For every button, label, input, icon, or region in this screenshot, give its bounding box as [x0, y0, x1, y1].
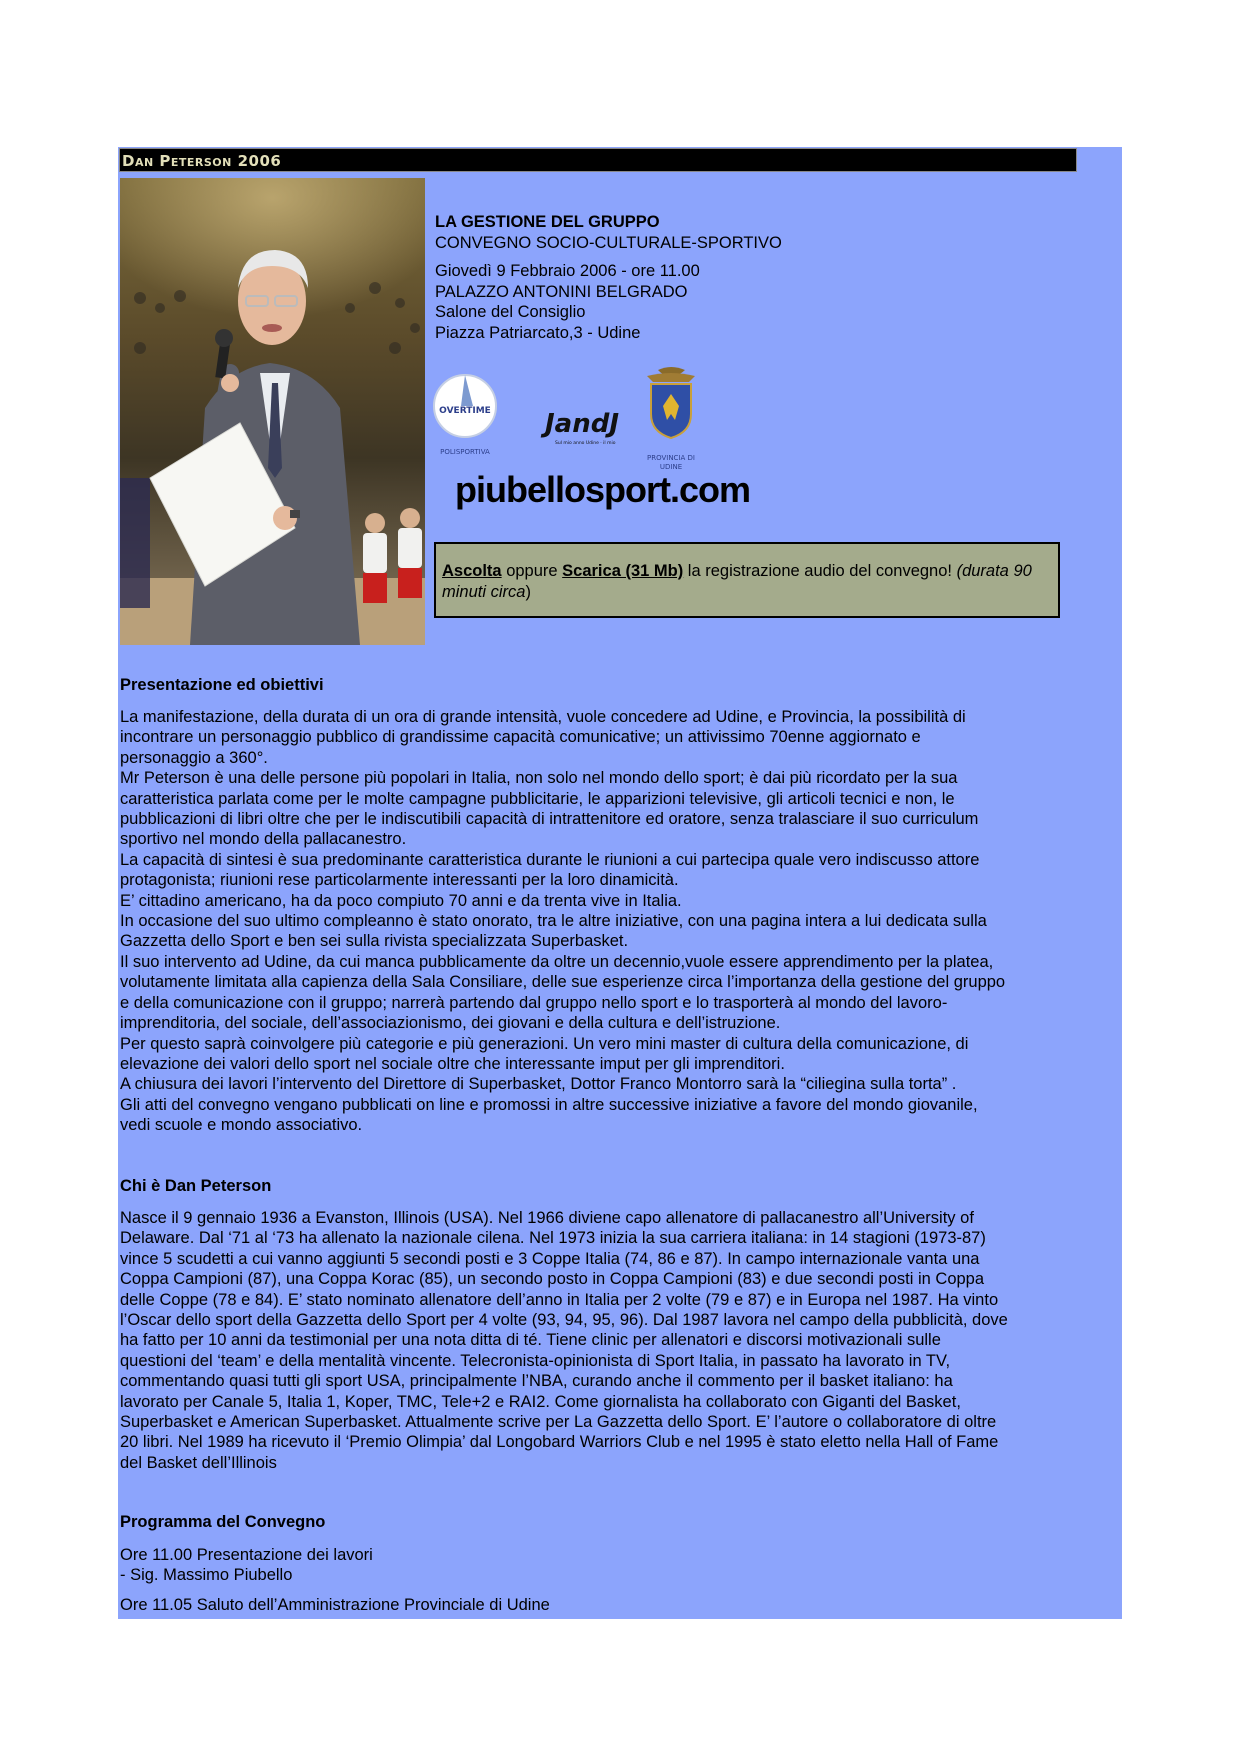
overtime-caption: POLISPORTIVA	[440, 448, 490, 456]
presentation-line: E’ cittadino americano, ha da poco compiuto 70 anni e da trenta vive in Italia.	[120, 891, 682, 910]
bio-line: lavorato per Canale 5, Italia 1, Koper, TMC, Tele+2 e RAI2. Come giornalista ha collaborato con Giganti del Basket,	[120, 1392, 961, 1411]
audio-after-text: la registrazione audio del convegno!	[683, 562, 957, 580]
sponsor-logos	[433, 366, 763, 516]
presentation-line: sportivo nel mondo della pallacanestro.	[120, 830, 407, 849]
bio-line: 20 libri. Nel 1989 ha ricevuto il ‘Premio Olimpia’ dal Longobard Warriors Club e nel 1995 è stato eletto nella Hall of Fame	[120, 1433, 999, 1452]
piubellosport-logo: piubellosport.com	[455, 469, 751, 510]
presentation-line: imprenditoria, del sociale, dell’associazionismo, dei giovani e della cultura e dell’istruzione.	[120, 1014, 781, 1033]
bio-line: commentando quasi tutti gli sport USA, principalmente l’NBA, curando anche il commento per il basket italiano: ha	[120, 1372, 953, 1391]
presentation-line: La capacità di sintesi è sua predominante caratteristica durante le riunioni a cui partecipa quale vero indiscusso attore	[120, 850, 980, 869]
speaker-photo	[120, 178, 425, 645]
jandj-text: JandJ	[545, 409, 620, 439]
provincia-caption-1: PROVINCIA DI	[647, 454, 695, 462]
presentation-line: A chiusura dei lavori l’intervento del Direttore di Superbasket, Dottor Franco Montorro sarà la “ciliegina sulla torta” .	[120, 1075, 957, 1094]
presentation-line: caratteristica parlata come per le molte campagne pubblicitarie, le apparizioni televisive, gli articoli tecnici e non, le	[120, 789, 955, 808]
audio-close-paren: )	[525, 583, 531, 601]
presentation-line: Mr Peterson è una delle persone più popolari in Italia, non solo nel mondo dello sport; è dai più ricordato per la sua	[120, 769, 958, 788]
bio-line: Nasce il 9 gennaio 1936 a Evanston, Illinois (USA). Nel 1966 diviene capo allenatore di pallacanestro all’University of	[120, 1209, 974, 1227]
bio-line: ha fatto per 10 anni da testimonial per una nota ditta di té. Tiene clinic per allenatori e discorsi motivazionali sulle	[120, 1331, 941, 1350]
presentation-line: personaggio a 360°.	[120, 748, 268, 767]
presentation-line: incontrare un personaggio pubblico di grandissime capacità comunicative; un attivissimo 70enne aggiornato e	[120, 728, 921, 747]
event-info	[435, 212, 782, 343]
provincia-crest	[647, 367, 695, 471]
bio-line: Superbasket e American Superbasket. Attualmente scrive per La Gazzetta dello Sport. E’ l’autore o collaboratore di oltre	[120, 1413, 997, 1432]
program-item-1-speaker: - Sig. Massimo Piubello	[120, 1566, 293, 1585]
jandj-tagline: Sul mio anno Udine · il mio	[555, 441, 616, 446]
bio-body	[120, 1208, 1090, 1473]
bio-line: vince 5 scudetti a cui vanno aggiunti 5 secondi posti e 3 Coppe Italia (74, 86 e 87). In campo internazionale vanta una	[120, 1249, 980, 1268]
event-room: Salone del Consiglio	[435, 303, 586, 321]
bio-line: Coppa Campioni (87), una Coppa Korac (85), un secondo posto in Coppa Campioni (83) e due secondi posti in Coppa	[120, 1270, 985, 1289]
program-item-1: Ore 11.00 Presentazione dei lavori	[120, 1546, 373, 1564]
presentation-line: Gli atti del convegno vengano pubblicati on line e promossi in altre successive iniziative a favore del mondo giovanile,	[120, 1095, 978, 1114]
presentation-line: e della comunicazione con il gruppo; narrerà partendo dal gruppo nello sport e lo trasporterà al mondo del lavoro-	[120, 993, 948, 1012]
program-item-2: Ore 11.05 Saluto dell’Amministrazione Provinciale di Udine	[120, 1595, 550, 1614]
presentation-line: Gazzetta dello Sport e ben sei sulla rivista specializzata Superbasket.	[120, 932, 629, 951]
presentation-line: In occasione del suo ultimo compleanno è stato onorato, tra le altre iniziative, con una pagina intera a lui dedicata sulla	[120, 912, 987, 931]
presentation-line: elevazione dei valori dello sport nel sociale oltre che interessante imput per gli imprenditori.	[120, 1054, 785, 1073]
jandj-logo	[540, 409, 619, 446]
presentation-line: pubblicazioni di libri oltre che per le indiscutibili capacità di intrattenitore ed oratore, senza tralasciare il suo curriculum	[120, 810, 979, 829]
listen-link[interactable]: Ascolta	[442, 562, 502, 580]
bio-line: del Basket dell’Illinois	[120, 1453, 277, 1472]
bio-line: delle Coppe (78 e 84). E’ stato nominato allenatore dell’anno in Italia per 2 volte (79 e 87) e in Europa nel 1987. Ha vinto	[120, 1290, 999, 1309]
audio-or-text: oppure	[501, 562, 563, 580]
download-link[interactable]: Scarica (31 Mb)	[562, 562, 684, 580]
event-subtitle: CONVEGNO SOCIO-CULTURALE-SPORTIVO	[435, 233, 782, 252]
audio-duration: (durata 90 minuti circa	[442, 562, 1032, 601]
presentation-heading: Presentazione ed obiettivi	[120, 676, 324, 694]
overtime-badge-text: OVERTIME	[439, 406, 491, 416]
event-title: LA GESTIONE DEL GRUPPO	[435, 213, 660, 231]
program-body	[120, 1545, 1090, 1615]
presentation-line: vedi scuole e mondo associativo.	[120, 1116, 363, 1135]
program-heading: Programma del Convegno	[120, 1513, 326, 1531]
presentation-line: Il suo intervento ad Udine, da cui manca pubblicamente da oltre un decennio,vuole essere apprendimento per la platea,	[120, 952, 994, 971]
audio-recording-box	[434, 542, 1060, 618]
presentation-line: protagonista; riunioni rese particolarmente interessanti per la loro dinamicità.	[120, 871, 679, 890]
bio-line: questioni del ‘team’ e della mentalità vincente. Telecronista-opinionista di Sport Italia, in passato ha lavorato in TV,	[120, 1351, 951, 1370]
event-address: Piazza Patriarcato,3 - Udine	[435, 323, 641, 342]
bio-line: l’Oscar dello sport della Gazzetta dello Sport per 4 volte (93, 94, 95, 96). Dal 1987 lavora nel campo della pubblicità, dove	[120, 1311, 1008, 1330]
presentation-line: volutamente limitata alla capienza della Sala Consiliare, delle sue esperienze circa l’importanza della gestione del gruppo	[120, 973, 1006, 992]
header-title: Dan Peterson 2006	[122, 152, 282, 170]
section-header-bar	[119, 148, 1077, 172]
bio-line: Delaware. Dal ‘71 al ‘73 ha allenato la nazionale cilena. Nel 1973 inizia la sua carriera italiana: in 14 stagioni (1973-87)	[120, 1229, 986, 1248]
provincia-caption-2: UDINE	[659, 463, 683, 471]
event-date: Giovedì 9 Febbraio 2006 - ore 11.00	[435, 262, 700, 280]
bio-heading: Chi è Dan Peterson	[120, 1177, 272, 1195]
event-venue: PALAZZO ANTONINI BELGRADO	[435, 282, 688, 301]
presentation-line: La manifestazione, della durata di un ora di grande intensità, vuole concedere ad Udine, e Provincia, la possibilità di	[120, 708, 966, 726]
presentation-body	[120, 707, 1090, 1136]
presentation-line: Per questo saprà coinvolgere più categorie e più generazioni. Un vero mini master di cultura della comunicazione, di	[120, 1034, 969, 1053]
overtime-logo	[434, 375, 496, 456]
